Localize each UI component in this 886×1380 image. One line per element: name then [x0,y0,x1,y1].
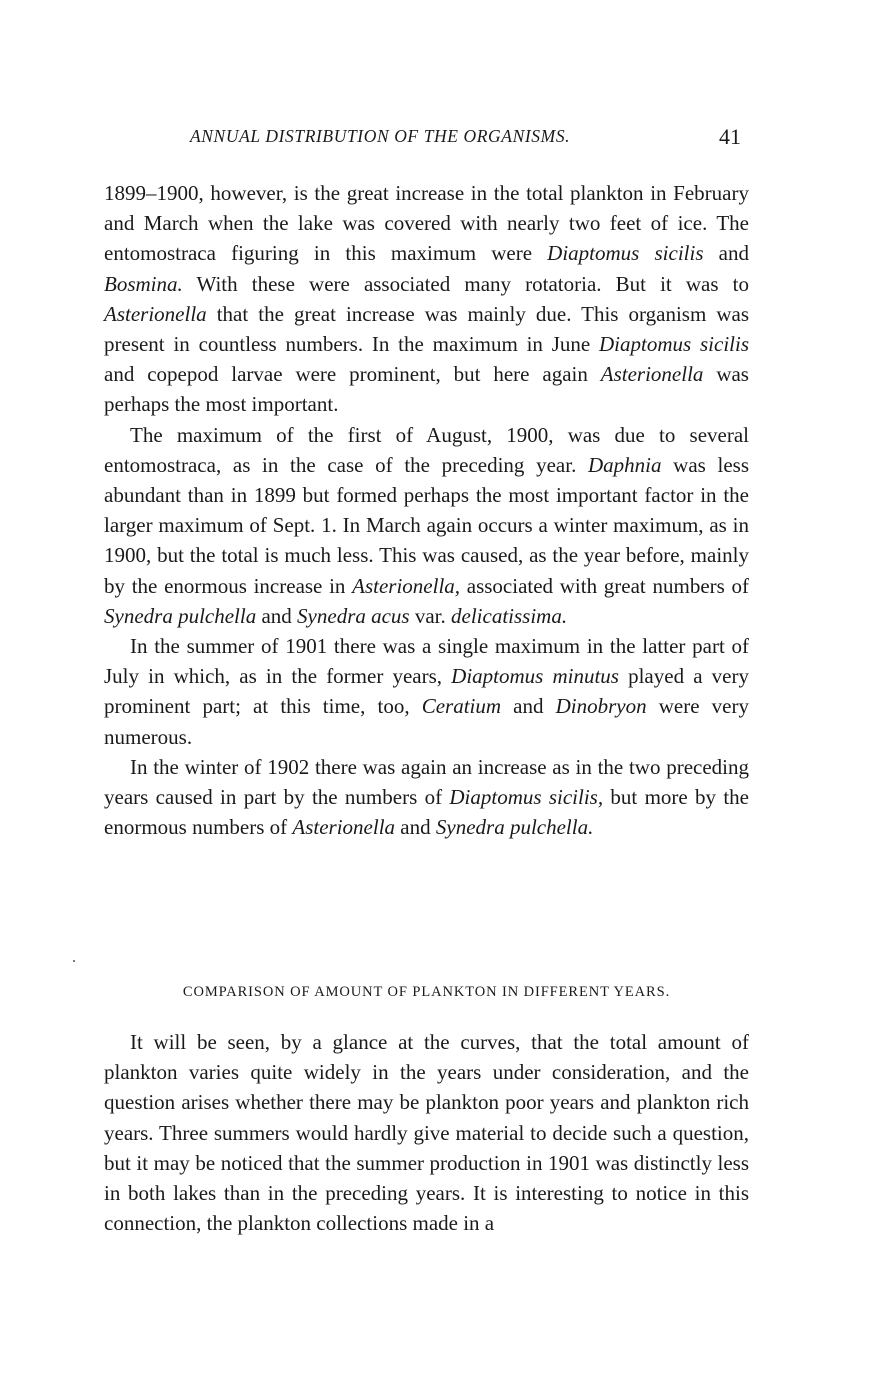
paragraph [104,1027,749,1238]
page-speck [73,960,75,962]
italic-term: Asterionella, [352,573,461,598]
italic-term: Ceratium [421,694,502,719]
italic-term: Daphnia [588,452,662,477]
text-run: 1899–1900, however, is the great increase in the total plankton in February and March when the lake was covered with nearly two feet of ice. The entomostraca figuring in this maximum were [104,181,749,266]
section-heading: COMPARISON OF AMOUNT OF PLANKTON IN DIFFERENT YEARS. [182,984,671,1000]
italic-term: Synedra acus [297,603,410,628]
italic-term: Diaptomus sicilis, [449,785,604,810]
italic-term: Asterionella [104,301,207,326]
italic-term: Diaptomus sicilis [547,241,704,266]
text-run: associated with great numbers of [460,573,750,598]
text-run: In the winter of 1902 there was again an increase as in the two preceding years caused in part by the numbers of [104,754,749,810]
text-run: and [501,694,556,719]
italic-term: Diaptomus minutus [451,664,619,689]
italic-term: Synedra pulchella. [435,815,594,840]
text-run: was perhaps the most important. [104,362,749,417]
paragraph [104,752,749,843]
text-run: and [395,815,436,840]
italic-term: Synedra pulchella [104,603,257,628]
italic-term: Asterionella [600,362,704,387]
running-head [104,124,749,156]
paragraph [104,420,749,631]
section-text [104,1027,749,1238]
paragraph [104,631,749,752]
text-run: The maximum of the first of August, 1900, was due to several entomostraca, as in the case of the preceding year. [104,422,749,477]
text-run: and [256,603,298,628]
text-run: and copepod larvae were prominent, but here again [104,362,601,387]
text-run: It will be seen, by a glance at the curves, that the total amount of plankton varies quite widely in the years under consideration, and the question arises whether there may be plankton poor years and plankton rich years. Three summers would hardly give material to decide such a question, but it may be noticed that the summer production in 1901 was distinctly less in both lakes than in the preceding years. It is interesting to notice in this connection, the plankton collections made in a [104,1030,749,1236]
text-run: was less abundant than in 1899 but formed perhaps the most important factor in the larger maximum of Sept. 1. In March again occurs a winter maximum, as in 1900, but the total is much less. This was caused, as the year before, mainly by the enormous increase in [104,452,749,598]
paragraph [104,178,749,420]
running-title: ANNUAL DISTRIBUTION OF THE ORGANISMS. [190,126,571,146]
italic-term: Bosmina. [104,271,183,296]
text-run: and [703,241,749,266]
text-run: var. [409,603,452,628]
body-text [104,178,749,842]
text-run: With these were associated many rotatoria. But it was to [182,271,749,296]
text-run: In the summer of 1901 there was a single maximum in the latter part of July in which, as in the former years, [104,634,749,689]
page-number: 41 [719,124,741,149]
text-run: played a very prominent part; at this time, too, [104,664,749,719]
text-run: but more by the enormous numbers of [104,785,749,840]
italic-term: Asterionella [292,815,396,840]
italic-term: Diaptomus sicilis [599,332,749,357]
italic-term: Dinobryon [555,694,647,719]
book-page [104,0,749,1380]
italic-term: delicatissima. [451,603,568,628]
text-run: that the great increase was mainly due. This organism was present in countless numbers. In the maximum in June [104,301,749,357]
text-run: were very numerous. [104,694,749,749]
